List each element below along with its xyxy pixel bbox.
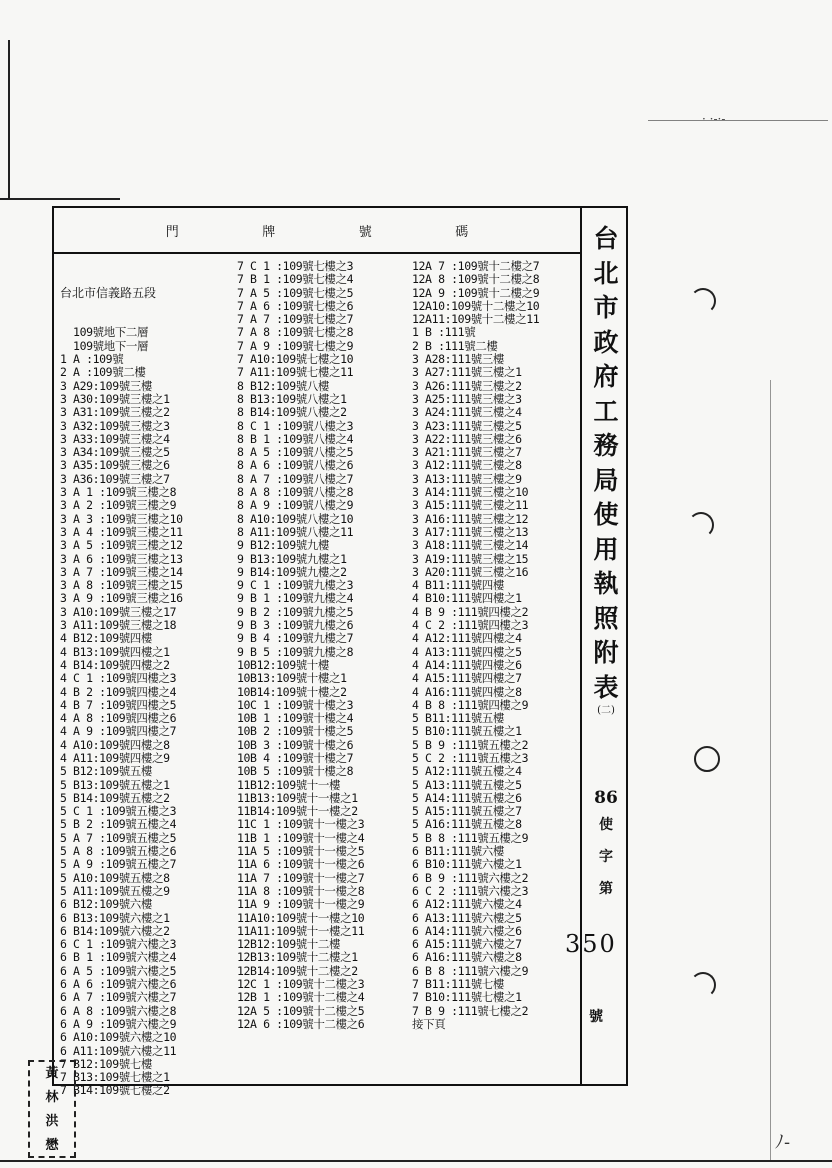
address-entry: 11B 1 :109號十一樓之4 (237, 830, 365, 845)
title-character: 府 (593, 362, 619, 391)
address-entry: 10B12:109號十樓 (237, 657, 330, 672)
address-entry: 11B14:109號十一樓之2 (237, 804, 358, 819)
address-entry: 8 C 1 :109號八樓之3 (237, 418, 354, 433)
address-entry: 5 B 8 :111號五樓之9 (412, 830, 529, 845)
title-character: 附 (593, 638, 619, 667)
address-entry: 7 A10:109號七樓之10 (237, 352, 354, 367)
address-list (54, 254, 582, 1098)
scan-edge-line (648, 120, 828, 121)
address-entry: 3 A36:109號三樓之7 (60, 471, 170, 486)
stamp-character: 黃 (45, 1066, 59, 1081)
address-entry: 接下頁 (412, 1016, 446, 1031)
address-entry: 4 A10:109號四樓之8 (60, 737, 170, 752)
address-entry: 8 A 7 :109號八樓之7 (237, 471, 354, 486)
address-entry: 4 B12:109號四樓 (60, 631, 153, 646)
address-entry: 6 A 8 :109號六樓之8 (60, 1003, 177, 1018)
address-entry: 4 B13:109號四樓之1 (60, 644, 170, 659)
address-entry: 10B14:109號十樓之2 (237, 684, 347, 699)
address-entry: 4 A13:111號四樓之5 (412, 644, 522, 659)
header-cell: 號 (358, 224, 372, 240)
address-entry: 12A 8 :109號十二樓之8 (412, 272, 540, 287)
address-entry: 3 A 3 :109號三樓之10 (60, 511, 183, 526)
header-cell: 碼 (455, 224, 469, 240)
document-frame (52, 206, 628, 1098)
address-entry: 6 B10:111號六樓之1 (412, 857, 522, 872)
address-entry: 6 C 1 :109號六樓之3 (60, 937, 177, 952)
address-entry: 11B12:109號十一樓 (237, 777, 341, 792)
address-entry: 5 A 8 :109號五樓之6 (60, 844, 177, 859)
address-entry: 12C 1 :109號十二樓之3 (237, 977, 365, 992)
address-entry: 3 A19:111號三樓之15 (412, 551, 529, 566)
address-entry: 12A 5 :109號十二樓之5 (237, 1003, 365, 1018)
address-entry: 5 B13:109號五樓之1 (60, 777, 170, 792)
address-entry: 5 C 1 :109號五樓之3 (60, 804, 177, 819)
address-column-1 (60, 260, 240, 1098)
address-entry: 8 A 6 :109號八樓之6 (237, 458, 354, 473)
address-entry: 12A 6 :109號十二樓之6 (237, 1016, 365, 1031)
address-entry: 5 C 2 :111號五樓之3 (412, 750, 529, 765)
address-entry: 7 B 9 :111號七樓之2 (412, 1003, 529, 1018)
address-entry: 11A 5 :109號十一樓之5 (237, 844, 365, 859)
address-entry: 9 B12:109號九樓 (237, 538, 330, 553)
address-entry: 2 B :111號二樓 (412, 338, 498, 353)
address-entry: 7 C 1 :109號七樓之3 (237, 259, 354, 273)
punch-hole-icon (690, 972, 716, 998)
title-character: 務 (593, 431, 619, 460)
title-character: 北 (593, 258, 619, 288)
address-entry: 7 B10:111號七樓之1 (412, 990, 522, 1005)
address-entry: 8 B12:109號八樓 (237, 378, 330, 393)
punch-hole-icon (690, 288, 716, 314)
address-entry: 3 A 8 :109號三樓之15 (60, 578, 183, 593)
address-entry: 3 A15:111號三樓之11 (412, 498, 529, 513)
address-entry: 5 A 9 :109號五樓之7 (60, 857, 177, 872)
address-entry: 6 A16:111號六樓之8 (412, 950, 522, 965)
address-entry: 6 C 2 :111號六樓之3 (412, 883, 529, 898)
punch-hole-icon (694, 746, 720, 772)
address-entry: 3 A33:109號三樓之4 (60, 431, 170, 446)
address-entry: 3 A18:111號三樓之14 (412, 538, 529, 553)
address-entry: 4 B 2 :109號四樓之4 (60, 684, 177, 699)
document-title (584, 222, 628, 904)
title-character: 照 (593, 603, 619, 633)
address-entry: 3 A24:111號三樓之4 (412, 405, 522, 420)
address-entry: 12B 1 :109號十二樓之4 (237, 990, 365, 1005)
address-entry: 109號地下一層 (60, 338, 149, 353)
address-entry: 10B 1 :109號十樓之4 (237, 711, 354, 726)
address-entry: 4 B14:109號四樓之2 (60, 657, 170, 672)
address-entry: 3 A 6 :109號三樓之13 (60, 551, 183, 566)
address-entry: 6 A 6 :109號六樓之6 (60, 977, 177, 992)
official-stamp (28, 1060, 76, 1158)
address-entry: 9 B13:109號九樓之1 (237, 551, 347, 566)
document-number: 350 (565, 930, 617, 958)
address-entry: 3 A12:111號三樓之8 (412, 458, 522, 473)
address-entry: 10B13:109號十樓之1 (237, 671, 347, 686)
address-entry: 3 A28:111號三樓 (412, 352, 505, 367)
scan-edge-line (770, 380, 771, 1160)
address-entry: 4 A12:111號四樓之4 (412, 631, 522, 646)
title-character: 市 (593, 293, 619, 322)
address-entry: 3 A32:109號三樓之3 (60, 418, 170, 433)
address-entry: 7 B14:109號七樓之2 (60, 1083, 170, 1098)
address-entry: 7 B11:111號七樓 (412, 977, 505, 992)
title-character: 局 (593, 465, 619, 495)
address-entry: 7 A 5 :109號七樓之5 (237, 285, 354, 300)
address-entry: 3 A22:111號三樓之6 (412, 431, 522, 446)
address-entry: 12B14:109號十二樓之2 (237, 963, 358, 978)
address-entry: 11C 1 :109號十一樓之3 (237, 817, 365, 832)
address-entry: 6 B 1 :109號六樓之4 (60, 950, 177, 965)
address-entry: 9 B 3 :109號九樓之6 (237, 618, 354, 633)
address-entry: 9 B 1 :109號九樓之4 (237, 591, 354, 606)
address-entry: 6 A 7 :109號六樓之7 (60, 990, 177, 1005)
header-cell: 牌 (262, 224, 276, 240)
address-entry: 5 B 2 :109號五樓之4 (60, 817, 177, 832)
title-character: 執 (593, 569, 619, 598)
address-entry: 7 A 9 :109號七樓之9 (237, 338, 354, 353)
title-character: 台 (593, 224, 619, 253)
address-entry: 11A11:109號十一樓之11 (237, 923, 365, 938)
address-entry: 3 A16:111號三樓之12 (412, 511, 529, 526)
address-entry: 4 A15:111號四樓之7 (412, 671, 522, 686)
address-entry: 3 A 5 :109號三樓之12 (60, 538, 183, 553)
address-entry: 3 A35:109號三樓之6 (60, 458, 170, 473)
address-entry: 5 B14:109號五樓之2 (60, 790, 170, 805)
address-entry: 8 A11:109號八樓之11 (237, 524, 354, 539)
address-entry: 5 A10:109號五樓之8 (60, 870, 170, 885)
address-entry: 9 B 4 :109號九樓之7 (237, 631, 354, 646)
address-entry: 3 A20:111號三樓之16 (412, 564, 529, 579)
scan-edge-line (0, 198, 120, 200)
address-entry: 3 A 2 :109號三樓之9 (60, 498, 177, 513)
address-entry: 4 B 8 :111號四樓之9 (412, 697, 529, 712)
document-year: 86 (594, 788, 618, 808)
address-entry: 5 B10:111號五樓之1 (412, 724, 522, 739)
address-entry: 7 B12:109號七樓 (60, 1056, 153, 1071)
address-entry: 1 A :109號 (60, 352, 124, 367)
address-entry: 11A 8 :109號十一樓之8 (237, 883, 365, 898)
address-entry: 7 A 8 :109號七樓之8 (237, 325, 354, 340)
address-entry: 11A10:109號十一樓之10 (237, 910, 365, 925)
street-name: 台北市信義路五段 (60, 285, 157, 300)
document-number-suffix: 號 (589, 1009, 603, 1025)
address-entry: 11A 9 :109號十一樓之9 (237, 897, 365, 912)
address-entry: 3 A21:111號三樓之7 (412, 445, 522, 460)
stamp-character: 懋 (45, 1138, 59, 1153)
address-entry: 3 A 4 :109號三樓之11 (60, 524, 183, 539)
address-entry: 12A10:109號十二樓之10 (412, 298, 540, 313)
address-entry: 9 B 5 :109號九樓之8 (237, 644, 354, 659)
address-entry: 6 A11:109號六樓之11 (60, 1043, 177, 1058)
address-entry: 3 A26:111號三樓之2 (412, 378, 522, 393)
address-entry: 3 A 1 :109號三樓之8 (60, 485, 177, 500)
address-entry: 3 A10:109號三樓之17 (60, 604, 177, 619)
address-entry: 9 B14:109號九樓之2 (237, 564, 347, 579)
address-entry: 3 A17:111號三樓之13 (412, 524, 529, 539)
address-entry: 9 B 2 :109號九樓之5 (237, 604, 354, 619)
address-entry: 109號地下二層 (60, 325, 149, 340)
address-entry: 4 A11:109號四樓之9 (60, 750, 170, 765)
table-header (54, 208, 582, 254)
address-entry: 4 A14:111號四樓之6 (412, 657, 522, 672)
address-entry: 6 A10:109號六樓之10 (60, 1030, 177, 1045)
address-entry: 11A 7 :109號十一樓之7 (237, 870, 365, 885)
address-entry: 3 A23:111號三樓之5 (412, 418, 522, 433)
address-entry: 5 A16:111號五樓之8 (412, 817, 522, 832)
address-entry: 4 C 2 :111號四樓之3 (412, 618, 529, 633)
address-entry: 6 A 5 :109號六樓之5 (60, 963, 177, 978)
address-entry: 7 A 6 :109號七樓之6 (237, 298, 354, 313)
stamp-character: 洪 (45, 1114, 59, 1129)
address-entry: 3 A29:109號三樓 (60, 378, 153, 393)
address-entry: 5 B12:109號五樓 (60, 764, 153, 779)
address-entry: 7 B 1 :109號七樓之4 (237, 272, 354, 287)
address-entry: 8 A10:109號八樓之10 (237, 511, 354, 526)
address-entry: 4 A 9 :109號四樓之7 (60, 724, 177, 739)
address-entry: 5 A14:111號五樓之6 (412, 790, 522, 805)
address-entry: 3 A 7 :109號三樓之14 (60, 564, 183, 579)
address-entry: 6 A14:111號六樓之6 (412, 923, 522, 938)
title-character: 表 (593, 672, 619, 702)
address-entry: 8 A 8 :109號八樓之8 (237, 485, 354, 500)
address-entry: 7 A11:109號七樓之11 (237, 365, 354, 380)
scan-edge-line (8, 40, 10, 200)
address-entry: 8 B 1 :109號八樓之4 (237, 431, 354, 446)
address-entry: 3 A25:111號三樓之3 (412, 391, 522, 406)
address-entry: 5 A11:109號五樓之9 (60, 883, 170, 898)
address-entry: 4 B 7 :109號四樓之5 (60, 697, 177, 712)
scan-edge-line (0, 1160, 832, 1162)
address-entry: 8 A 9 :109號八樓之9 (237, 498, 354, 513)
address-entry: 6 B14:109號六樓之2 (60, 923, 170, 938)
address-entry: 8 B14:109號八樓之2 (237, 405, 347, 420)
address-entry: 11B13:109號十一樓之1 (237, 790, 358, 805)
address-entry: 9 C 1 :109號九樓之3 (237, 578, 354, 593)
address-entry: 4 B10:111號四樓之1 (412, 591, 522, 606)
address-column-2 (237, 260, 417, 1031)
title-character: 使 (593, 500, 619, 529)
address-entry: 3 A11:109號三樓之18 (60, 618, 177, 633)
address-entry: 10B 3 :109號十樓之6 (237, 737, 354, 752)
address-entry: 4 A 8 :109號四樓之6 (60, 711, 177, 726)
title-character: 政 (593, 327, 619, 357)
address-entry: 12A 9 :109號十二樓之9 (412, 285, 540, 300)
address-entry: 4 B 9 :111號四樓之2 (412, 604, 529, 619)
address-entry: 5 A 7 :109號五樓之5 (60, 830, 177, 845)
address-entry: 6 B13:109號六樓之1 (60, 910, 170, 925)
address-entry: 5 B11:111號五樓 (412, 711, 505, 726)
document-char: 使 (599, 817, 613, 833)
address-entry: 10C 1 :109號十樓之3 (237, 697, 354, 712)
title-character: 工 (593, 396, 619, 426)
address-entry: 3 A31:109號三樓之2 (60, 405, 170, 420)
address-entry: 10B 5 :109號十樓之8 (237, 764, 354, 779)
address-entry: 4 C 1 :109號四樓之3 (60, 671, 177, 686)
address-entry: 2 A :109號二樓 (60, 365, 146, 380)
scan-mark: ﾉ- (775, 1132, 791, 1153)
address-entry: 4 B11:111號四樓 (412, 578, 505, 593)
address-entry: 6 B 8 :111號六樓之9 (412, 963, 529, 978)
address-entry: 6 B12:109號六樓 (60, 897, 153, 912)
address-entry: 6 A12:111號六樓之4 (412, 897, 522, 912)
address-entry: 6 B11:111號六樓 (412, 844, 505, 859)
address-entry: 7 A 7 :109號七樓之7 (237, 312, 354, 327)
address-entry: 8 A 5 :109號八樓之5 (237, 445, 354, 460)
document-char: 字 (599, 849, 613, 865)
title-character: 用 (593, 534, 619, 564)
address-entry: 12B13:109號十二樓之1 (237, 950, 358, 965)
address-entry: 3 A13:111號三樓之9 (412, 471, 522, 486)
address-entry: 3 A27:111號三樓之1 (412, 365, 522, 380)
address-entry: 11A 6 :109號十一樓之6 (237, 857, 365, 872)
address-entry: 3 A30:109號三樓之1 (60, 391, 170, 406)
address-entry: 7 B13:109號七樓之1 (60, 1070, 170, 1085)
document-char: 第 (599, 881, 613, 897)
address-entry: 6 A13:111號六樓之5 (412, 910, 522, 925)
title-subtitle: (二) (597, 705, 615, 716)
address-entry: 10B 4 :109號十樓之7 (237, 750, 354, 765)
header-cell: 門 (165, 224, 179, 240)
address-entry: 12A 7 :109號十二樓之7 (412, 259, 540, 273)
stamp-character: 林 (45, 1090, 59, 1105)
address-entry: 8 B13:109號八樓之1 (237, 391, 347, 406)
address-entry: 3 A 9 :109號三樓之16 (60, 591, 183, 606)
address-entry: 5 B 9 :111號五樓之2 (412, 737, 529, 752)
address-entry: 6 A15:111號六樓之7 (412, 937, 522, 952)
address-entry: 6 A 9 :109號六樓之9 (60, 1016, 177, 1031)
address-entry: 12B12:109號十二樓 (237, 937, 341, 952)
address-entry: 12A11:109號十二樓之11 (412, 312, 540, 327)
punch-hole-icon (688, 512, 714, 538)
address-entry: 3 A14:111號三樓之10 (412, 485, 529, 500)
address-column-3 (412, 260, 592, 1031)
address-entry: 5 A15:111號五樓之7 (412, 804, 522, 819)
address-entry: 6 B 9 :111號六樓之2 (412, 870, 529, 885)
address-entry: 5 A12:111號五樓之4 (412, 764, 522, 779)
address-entry: 10B 2 :109號十樓之5 (237, 724, 354, 739)
address-entry: 3 A34:109號三樓之5 (60, 445, 170, 460)
address-entry: 4 A16:111號四樓之8 (412, 684, 522, 699)
scan-noise: · ·-·- (702, 112, 726, 126)
address-entry: 5 A13:111號五樓之5 (412, 777, 522, 792)
address-entry: 1 B :111號 (412, 325, 476, 340)
